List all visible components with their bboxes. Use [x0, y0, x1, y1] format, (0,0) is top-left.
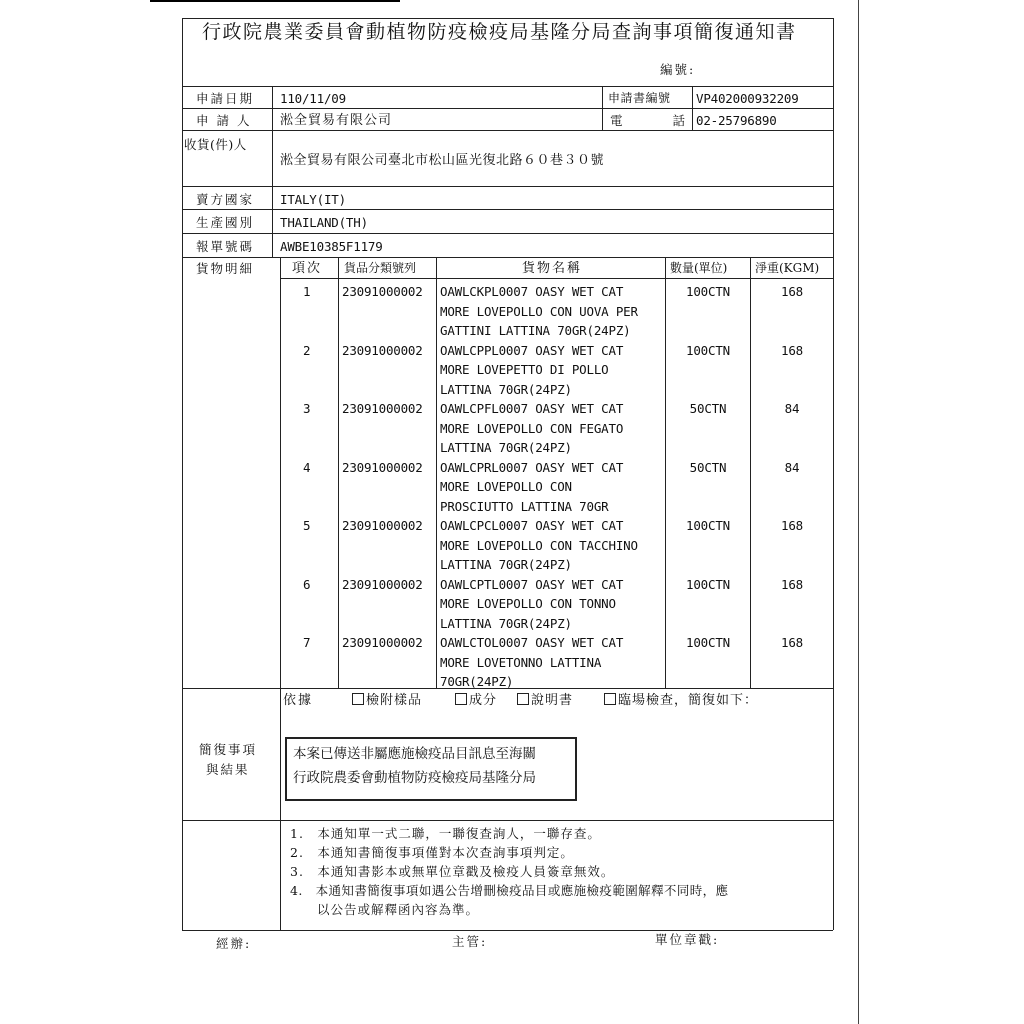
col-line [272, 186, 273, 257]
check-inspection-label: 臨場檢查，簡復如下： [618, 693, 759, 708]
row-name-line: OAWLCPCL0007 OASY WET CAT [440, 518, 624, 533]
row-line [182, 930, 833, 931]
row-weight: 168 [781, 576, 803, 592]
frame-left [182, 18, 183, 930]
check-ingredient [455, 693, 497, 708]
checkbox-ingredient [455, 693, 467, 705]
row-no: 7 [303, 635, 311, 650]
reply-label-line1: 簡復事項 [199, 742, 258, 757]
check-inspection [604, 693, 758, 708]
row-name-line: MORE LOVEPOLLO CON [440, 479, 572, 494]
col-header-name: 貨物名稱 [522, 261, 583, 276]
note-1: 1. 本通知單一式二聯，一聯復查詢人，一聯存查。 [290, 826, 601, 841]
scan-edge-right [858, 0, 859, 1024]
row-name-line: OAWLCPPL0007 OASY WET CAT [440, 342, 624, 358]
row-code: 23091000002 [342, 401, 423, 416]
footer-handler: 經辦: [216, 936, 252, 951]
row-weight: 168 [781, 635, 803, 650]
row-name-line: OAWLCPRL0007 OASY WET CAT [440, 459, 624, 475]
row-name-line: MORE LOVETONNO LATTINA [440, 654, 602, 670]
reply-label-line2: 與結果 [206, 762, 250, 777]
col-header-weight: 淨重(KGM) [755, 261, 820, 275]
note-3: 3. 本通知書影本或無單位章戳及檢疫人員簽章無效。 [290, 864, 615, 879]
row-qty: 100CTN [686, 576, 730, 592]
col-header-no: 項次 [292, 261, 323, 276]
date-value: 110/11/09 [280, 91, 346, 106]
footer-supervisor: 主管: [452, 934, 488, 949]
frame-right [833, 18, 834, 930]
row-name-line: LATTINA 70GR(24PZ) [440, 557, 572, 572]
row-weight: 84 [784, 459, 800, 475]
note-4-cont: 以公告或解釋函內容為準。 [290, 902, 480, 917]
row-line [182, 130, 833, 131]
row-qty: 100CTN [686, 342, 730, 358]
checkbox-sample [352, 693, 364, 705]
row-line [182, 209, 833, 210]
row-line [182, 108, 833, 109]
row-name-line: MORE LOVEPOLLO CON TONNO [440, 596, 616, 611]
row-weight: 168 [781, 342, 803, 358]
row-name-line: OAWLCTOL0007 OASY WET CAT [440, 635, 624, 650]
origin-value: THAILAND(TH) [280, 215, 368, 230]
note-2: 2. 本通知書簡復事項僅對本次查詢事項判定。 [290, 845, 574, 860]
checkbox-inspection [604, 693, 616, 705]
note-4: 4. 本通知書簡復事項如遇公告增刪檢疫品目或應施檢疫範圍解釋不同時，應 [290, 883, 729, 898]
row-code: 23091000002 [342, 635, 423, 650]
row-line [182, 86, 833, 87]
quarantine-stamp [285, 737, 577, 801]
serial-label: 編號: [660, 62, 696, 77]
goods-label: 貨物明細 [196, 261, 255, 276]
seller-value: ITALY(IT) [280, 192, 346, 207]
check-ingredient-label: 成分 [469, 693, 498, 708]
col-line [602, 86, 603, 130]
row-no: 6 [303, 576, 311, 592]
col-line [338, 257, 339, 688]
row-qty: 100CTN [686, 518, 730, 533]
row-no: 3 [303, 401, 311, 416]
applicant-value: 淞全貿易有限公司 [280, 113, 393, 128]
row-qty: 50CTN [689, 459, 727, 475]
basis-label: 依據 [283, 693, 314, 708]
consignee-value: 淞全貿易有限公司臺北市松山區光復北路６０巷３０號 [280, 153, 605, 168]
row-no: 5 [303, 518, 311, 533]
row-weight: 168 [781, 518, 803, 533]
row-weight: 168 [781, 284, 803, 299]
row-code: 23091000002 [342, 342, 423, 358]
row-code: 23091000002 [342, 518, 423, 533]
col-line [280, 257, 281, 930]
col-line [436, 257, 437, 688]
row-name-line: LATTINA 70GR(24PZ) [440, 440, 572, 455]
row-no: 4 [303, 459, 311, 475]
col-header-qty: 數量(單位) [670, 261, 728, 275]
col-line [272, 86, 273, 186]
phone-value: 02-25796890 [696, 113, 777, 128]
row-line [182, 186, 833, 187]
stamp-line2: 行政院農委會動植物防疫檢疫局基隆分局 [293, 770, 536, 786]
scan-edge-top [150, 0, 400, 2]
row-name-line: PROSCIUTTO LATTINA 70GR [440, 498, 609, 514]
seller-label: 賣方國家 [196, 192, 255, 207]
row-name-line: MORE LOVEPOLLO CON TACCHINO [440, 537, 638, 553]
row-name-line: OAWLCPTL0007 OASY WET CAT [440, 576, 624, 592]
row-weight: 84 [784, 401, 800, 416]
row-name-line: LATTINA 70GR(24PZ) [440, 615, 572, 631]
origin-label: 生產國別 [196, 215, 255, 230]
row-code: 23091000002 [342, 284, 423, 299]
row-qty: 50CTN [689, 401, 727, 416]
check-sample [352, 693, 422, 708]
footer-unit-seal: 單位章戳: [655, 932, 720, 947]
check-manual-label: 說明書 [531, 693, 574, 708]
row-name-line: OAWLCKPL0007 OASY WET CAT [440, 284, 624, 299]
row-code: 23091000002 [342, 576, 423, 592]
stamp-line1: 本案已傳送非屬應施檢疫品目訊息至海關 [293, 746, 536, 762]
row-name-line: LATTINA 70GR(24PZ) [440, 381, 572, 397]
row-name-line: MORE LOVEPETTO DI POLLO [440, 362, 609, 377]
date-label: 申請日期 [196, 91, 255, 106]
row-no: 2 [303, 342, 311, 358]
row-line [182, 233, 833, 234]
row-qty: 100CTN [686, 635, 730, 650]
phone-label: 電 話 [610, 113, 687, 128]
check-manual [517, 693, 573, 708]
row-qty: 100CTN [686, 284, 730, 299]
consignee-label: 收貨(件)人 [184, 137, 247, 152]
row-name-line: OAWLCPFL0007 OASY WET CAT [440, 401, 624, 416]
row-no: 1 [303, 284, 311, 299]
row-code: 23091000002 [342, 459, 423, 475]
appno-value: VP402000932209 [696, 91, 799, 106]
check-sample-label: 檢附樣品 [366, 693, 423, 708]
declaration-label: 報單號碼 [196, 239, 255, 254]
document-title: 行政院農業委員會動植物防疫檢疫局基隆分局查詢事項簡復通知書 [202, 21, 797, 43]
col-header-code: 貨品分類號列 [344, 261, 417, 275]
row-name-line: MORE LOVEPOLLO CON FEGATO [440, 420, 624, 436]
row-name-line: 70GR(24PZ) [440, 674, 514, 689]
checkbox-manual [517, 693, 529, 705]
declaration-value: AWBE10385F1179 [280, 239, 383, 254]
appno-label: 申請書編號 [608, 91, 671, 105]
row-name-line: GATTINI LATTINA 70GR(24PZ) [440, 323, 631, 338]
col-line [692, 86, 693, 130]
applicant-label: 申 請 人 [196, 113, 252, 128]
frame-top [182, 18, 833, 19]
row-name-line: MORE LOVEPOLLO CON UOVA PER [440, 303, 638, 319]
